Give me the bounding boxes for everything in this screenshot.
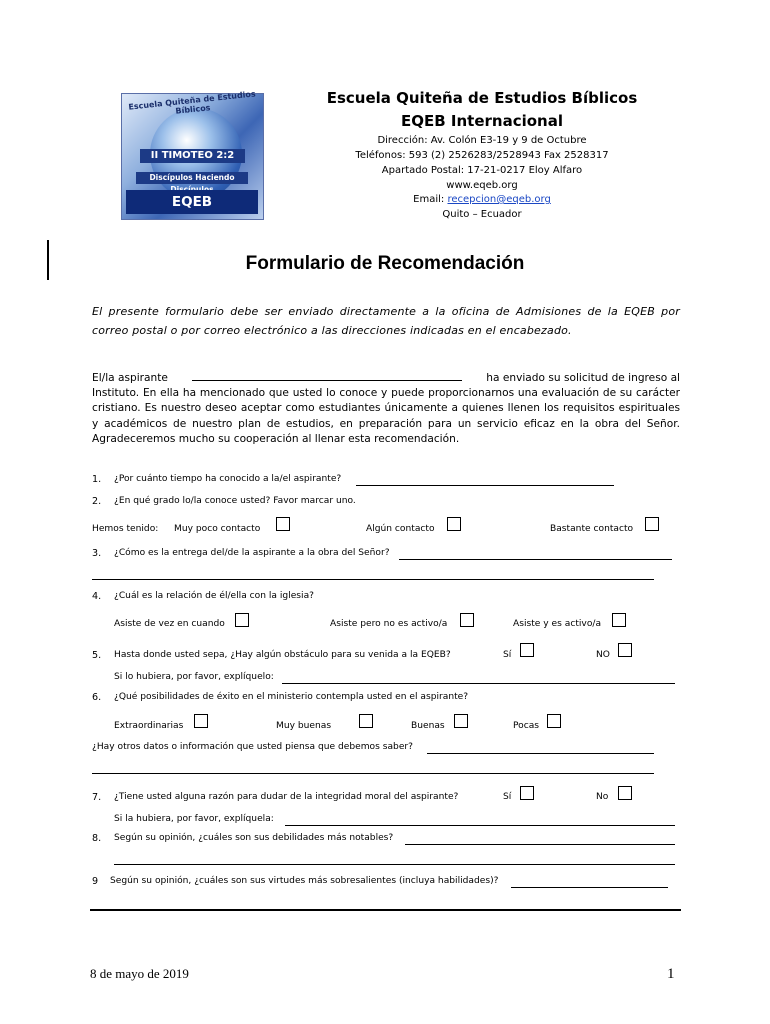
q5-text: Hasta donde usted sepa, ¿Hay algún obstáculo para su venida a la EQEB? xyxy=(114,650,451,660)
q5-explanation-line[interactable] xyxy=(282,683,675,684)
q2-option-2-checkbox[interactable] xyxy=(447,517,461,531)
q7-text: ¿Tiene usted alguna razón para dudar de la integridad moral del aspirante? xyxy=(114,792,459,802)
q6-option-label: Muy buenas xyxy=(276,721,332,731)
q1-answer-line[interactable] xyxy=(356,485,614,486)
q2-option-label: Bastante contacto xyxy=(550,524,634,534)
q9-text: Según su opinión, ¿cuáles son sus virtudes más sobresalientes (incluya habilidades)? xyxy=(110,876,499,886)
q7-yes-checkbox[interactable] xyxy=(520,786,534,800)
logo-verse: II TIMOTEO 2:2 xyxy=(140,149,245,163)
q4-number: 4. xyxy=(92,591,102,602)
q7-yes-label: Sí xyxy=(503,792,512,802)
paragraph-body: Instituto. En ella ha mencionado que usted lo conoce y puede proporcionarnos una evaluación de su carácter cristiano. Es nuestro deseo aceptar como estudiantes únicamente a quienes llenen los requisitos espirituales y académicos de nuestro plan de estudios, en preparación para un servicio eficaz en la obra del Señor. Agradeceremos mucho su cooperación al llenar esta recomendación. xyxy=(92,387,680,445)
q2-lead: Hemos tenido: xyxy=(92,524,159,534)
address: Dirección: Av. Colón E3-19 y 9 de Octubre xyxy=(377,135,587,146)
school-subtitle: EQEB Internacional xyxy=(401,112,563,130)
email-link[interactable]: recepcion@eqeb.org xyxy=(447,194,551,205)
q6-option-4-checkbox[interactable] xyxy=(547,714,561,728)
q4-option-label: Asiste pero no es activo/a xyxy=(330,619,448,629)
footer-date: 8 de mayo de 2019 xyxy=(90,966,189,981)
other-info-text: ¿Hay otros datos o información que usted piensa que debemos saber? xyxy=(92,742,413,752)
page-number: 1 xyxy=(667,966,675,982)
q9-number: 9 xyxy=(92,876,99,887)
q7-number: 7. xyxy=(92,792,102,803)
school-logo xyxy=(121,89,264,234)
paragraph-lead: El/la aspirante xyxy=(92,372,168,384)
q2-text: ¿En qué grado lo/la conoce usted? Favor marcar uno. xyxy=(114,496,356,506)
q5-number: 5. xyxy=(92,650,102,661)
q8-answer-line-2[interactable] xyxy=(114,864,675,865)
q4-text: ¿Cuál es la relación de él/ella con la iglesia? xyxy=(114,591,314,601)
q8-answer-line[interactable] xyxy=(405,844,675,845)
q2-option-label: Muy poco contacto xyxy=(174,524,261,534)
logo-name: EQEB Internacional xyxy=(126,190,258,214)
q6-option-3-checkbox[interactable] xyxy=(454,714,468,728)
q6-option-label: Extraordinarias xyxy=(114,721,184,731)
q3-answer-line[interactable] xyxy=(399,559,672,560)
email-line xyxy=(262,194,702,205)
q3-text: ¿Cómo es la entrega del/de la aspirante a la obra del Señor? xyxy=(114,548,390,558)
q2-number: 2. xyxy=(92,496,102,507)
email-label: Email: xyxy=(413,194,448,205)
q6-option-label: Buenas xyxy=(411,721,445,731)
q1-text: ¿Por cuánto tiempo ha conocido a la/el aspirante? xyxy=(114,474,342,484)
q5-no-label: NO xyxy=(596,650,610,660)
q9-answer-line[interactable] xyxy=(511,887,668,888)
q5-no-checkbox[interactable] xyxy=(618,643,632,657)
q5-yes-checkbox[interactable] xyxy=(520,643,534,657)
other-info-line-2[interactable] xyxy=(92,773,654,774)
phones: Teléfonos: 593 (2) 2526283/2528943 Fax 2528317 xyxy=(355,150,609,161)
po-box: Apartado Postal: 17-21-0217 Eloy Alfaro xyxy=(381,165,583,176)
q8-number: 8. xyxy=(92,833,102,844)
q4-option-3-checkbox[interactable] xyxy=(612,613,626,627)
intro-text: El presente formulario debe ser enviado directamente a la oficina de Admisiones de la EQEB por correo postal o por correo electrónico a las direcciones indicadas en el encabezado. xyxy=(92,305,680,337)
q6-text: ¿Qué posibilidades de éxito en el ministerio contempla usted en el aspirante? xyxy=(114,692,469,702)
q3-answer-line-2[interactable] xyxy=(92,579,654,580)
q5-yes-label: Sí xyxy=(503,650,512,660)
applicant-name-field[interactable] xyxy=(192,369,462,381)
school-name: Escuela Quiteña de Estudios Bíblicos xyxy=(326,89,638,107)
form-title: Formulario de Recomendación xyxy=(245,253,525,274)
q4-option-1-checkbox[interactable] xyxy=(235,613,249,627)
footer-divider xyxy=(90,909,681,911)
q2-option-1-checkbox[interactable] xyxy=(276,517,290,531)
q6-option-label: Pocas xyxy=(513,721,540,731)
q8-text: Según su opinión, ¿cuáles son sus debilidades más notables? xyxy=(114,833,394,843)
q6-number: 6. xyxy=(92,692,102,703)
logo-arc-text: Escuela Quiteña de Estudios Bíblicos xyxy=(128,89,257,116)
q3-number: 3. xyxy=(92,548,102,559)
other-info-line[interactable] xyxy=(427,753,654,754)
q4-option-2-checkbox[interactable] xyxy=(460,613,474,627)
q7-explanation-line[interactable] xyxy=(285,825,675,826)
q4-option-label: Asiste de vez en cuando xyxy=(114,619,225,629)
q7-no-label: No xyxy=(596,792,609,802)
q1-number: 1. xyxy=(92,474,102,485)
intro-paragraph xyxy=(92,369,680,447)
q7-followup: Si la hubiera, por favor, explíquela: xyxy=(114,814,274,824)
q2-option-3-checkbox[interactable] xyxy=(645,517,659,531)
q6-option-1-checkbox[interactable] xyxy=(194,714,208,728)
website: www.eqeb.org xyxy=(446,180,518,191)
q5-followup: Si lo hubiera, por favor, explíquelo: xyxy=(114,672,274,682)
city: Quito – Ecuador xyxy=(442,209,522,220)
q4-option-label: Asiste y es activo/a xyxy=(513,619,602,629)
paragraph-tail: ha enviado su solicitud de ingreso al xyxy=(486,372,680,384)
logo-motto: Discípulos Haciendo xyxy=(136,172,248,184)
q6-option-2-checkbox[interactable] xyxy=(359,714,373,728)
q2-option-label: Algún contacto xyxy=(366,524,435,534)
q7-no-checkbox[interactable] xyxy=(618,786,632,800)
